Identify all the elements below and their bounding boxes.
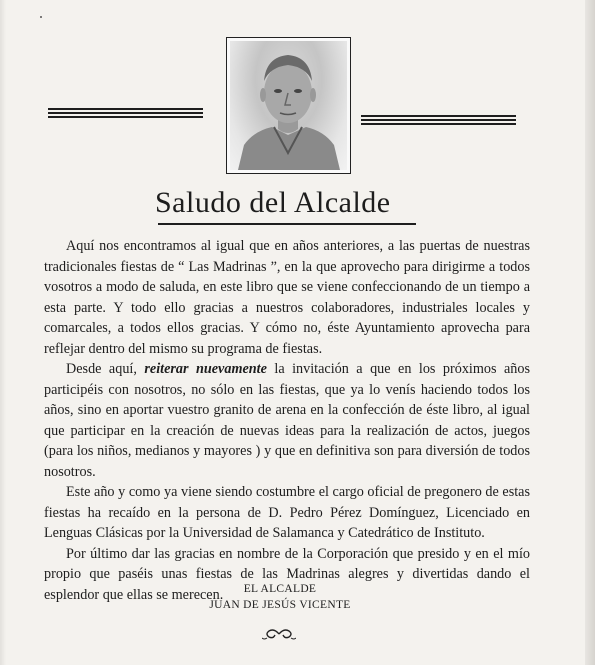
print-speck <box>40 16 42 18</box>
paragraph-1: Aquí nos encontramos al igual que en años anteriores, a las puertas de nuestras tradicionales fiestas de “ Las Madrinas ”, en la que aprovecho para dirigirme a todos vosotros a modo de saluda, en este libro que se viene confeccionando de un tiempo a esta parte. Y todo ello gracias a nuestros colaboradores, industriales locales y comarcales, a todos ellos gracias. Y cómo no, éste Ayuntamiento aprovecha para reflejar dentro del mismo su programa de fiestas. <box>44 238 530 357</box>
decorative-rule-right <box>361 115 516 127</box>
page-title: Saludo del Alcalde <box>155 186 391 219</box>
paragraph-4: Por último dar las gracias en nombre de la Corporación que presido y en el mío propio que paséis unas fiestas de las Madrinas alegres y divertidas dando el esplendor que ellas se merecen. <box>44 545 530 603</box>
decorative-rule-left <box>48 108 203 120</box>
emphasis-text: reiterar nuevamente <box>144 361 267 377</box>
letter-body <box>44 236 530 605</box>
paragraph-2: Desde aquí, reiterar nuevamente la invitación a que en los próximos años participéis con nosotros, no sólo en las fiestas, que ya lo venís haciendo todos los años, sino en aportar vuestro granito de arena en la confección de éste libro, al igual que participar en la creación de nuevas ideas para la realización de actos, juegos (para los niños, medianos y mayores ) y que en definitiva son para diversión de todos nosotros. <box>44 361 530 480</box>
portrait-silhouette-icon <box>230 41 347 170</box>
portrait-photo <box>230 41 347 170</box>
page-edge-right <box>585 0 595 665</box>
signature-name: JUAN DE JESÚS VICENTE <box>209 599 351 611</box>
signature-role: EL ALCALDE <box>243 583 317 595</box>
page-edge-left <box>0 0 6 665</box>
title-underline <box>158 223 416 225</box>
paragraph-3: Este año y como ya viene siendo costumbre el cargo oficial de pregonero de estas fiestas ha recaído en la persona de D. Pedro Pérez Domínguez, Licenciado en Lenguas Clásicas por la Universidad de Salamanca y Catedrático de Instituto. <box>44 484 530 541</box>
signature-block <box>180 581 380 613</box>
portrait-frame <box>226 37 351 174</box>
flourish-ornament-icon <box>262 626 296 647</box>
